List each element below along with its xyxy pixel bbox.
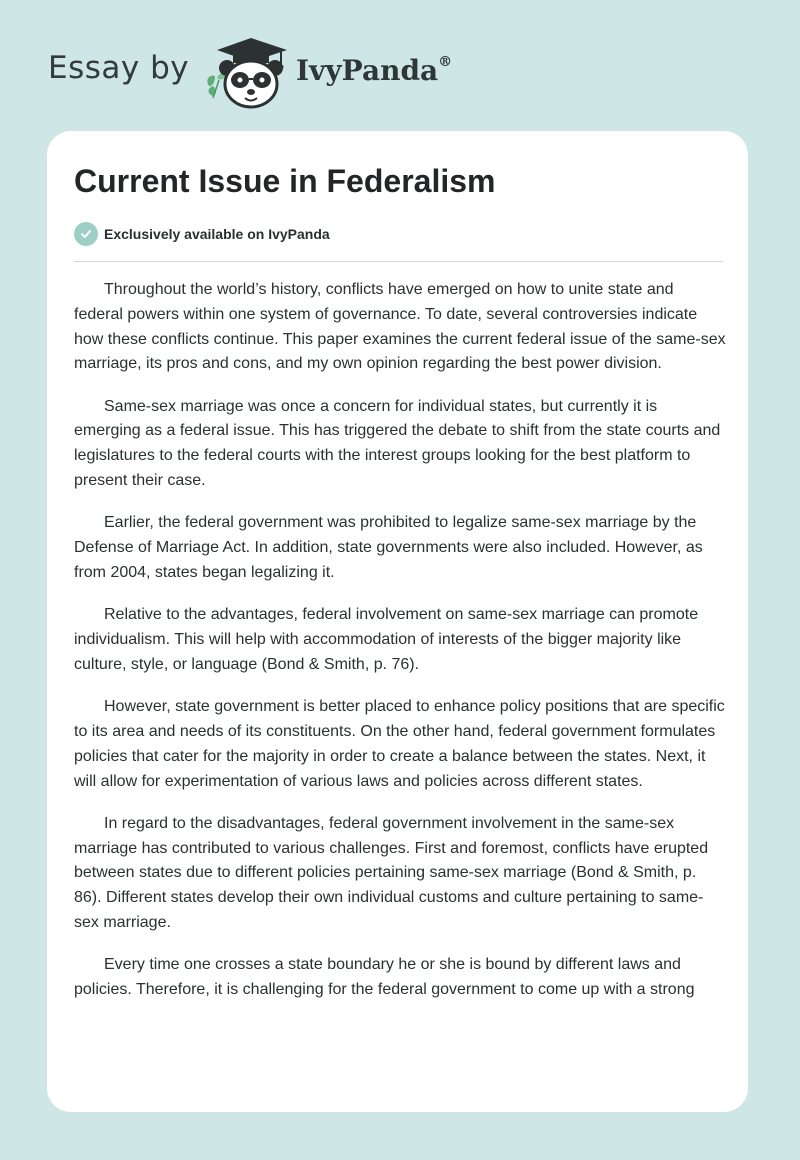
paragraph: In regard to the disadvantages, federal government involvement in the same-sex marriage has contributed to various challenges. First and foremost, conflicts have erupted between states due to different policies pertaining same-sex marriage (Bond & Smith, p. 86). Different states develop their own individual customs and culture pertaining to same-sex marriage. — [74, 814, 709, 932]
brand-name[interactable] — [296, 54, 452, 87]
divider — [74, 261, 723, 262]
brand-text: IvyPanda — [296, 54, 439, 87]
registered-mark: ® — [438, 53, 453, 70]
check-circle-icon — [74, 222, 98, 246]
exclusive-label: Exclusively available on IvyPanda — [104, 226, 330, 242]
panda-graduate-icon[interactable] — [203, 34, 291, 110]
article-title: Current Issue in Federalism — [74, 163, 496, 199]
paragraph: Relative to the advantages, federal involvement on same-sex marriage can promote individualism. This will help with accommodation of interests of the bigger majority like culture, style, or language (Bond & Smith, p. 76). — [74, 606, 699, 673]
essay-by-label: Essay by — [48, 50, 190, 86]
paragraph: Same-sex marriage was once a concern for individual states, but currently it is emerging as a federal issue. This has triggered the debate to shift from the state courts and legislatures to the federal courts with the interest groups looking for the best platform to present their case. — [74, 397, 721, 490]
exclusive-badge — [74, 222, 330, 246]
paragraph: Throughout the world’s history, conflicts have emerged on how to unite state and federal powers within one system of governance. To date, several controversies indicate how these conflicts continue. This paper examines the current federal issue of the same-sex marriage, its pros and cons, and my own opinion regarding the best power division. — [74, 281, 726, 373]
paragraph: Every time one crosses a state boundary he or she is bound by different laws and policies. Therefore, it is challenging for the federal government to come up with a strong — [74, 956, 695, 999]
paragraph: However, state government is better placed to enhance policy positions that are specific to its area and needs of its constituents. On the other hand, federal government formulates policies that cater for the majority in order to create a balance between the states. Next, it will allow for experimentation of various laws and policies across different states. — [74, 698, 725, 790]
site-header — [0, 0, 800, 125]
paragraph: Earlier, the federal government was prohibited to legalize same-sex marriage by the Defense of Marriage Act. In addition, state governments were also included. However, as from 2004, states began legalizing it. — [74, 514, 703, 581]
article-card — [47, 131, 748, 1112]
article-body — [74, 278, 726, 1020]
